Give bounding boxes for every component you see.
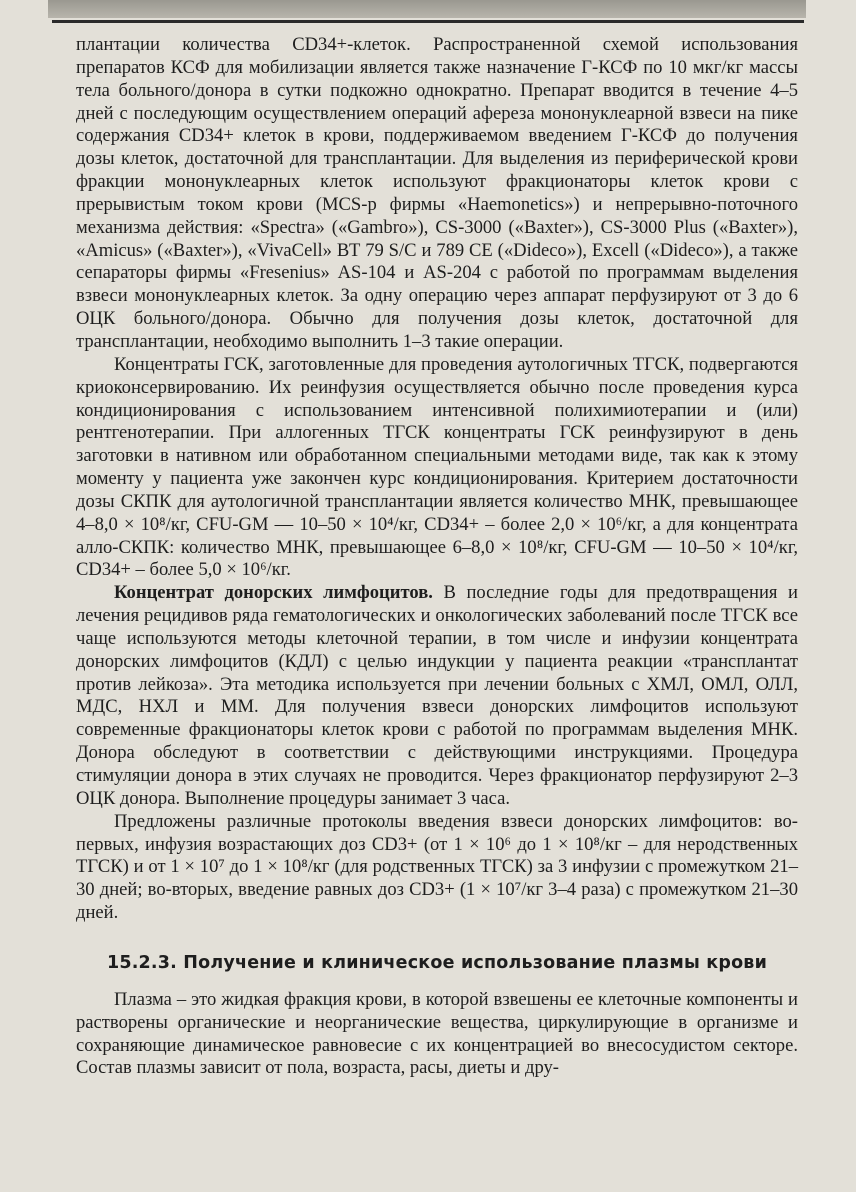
paragraph-gsk-mobilization: плантации количества CD34+-клеток. Распространенной схемой использования препаратов КСФ для мобилизации является также назначение Г-КСФ по 10 мкг/кг массы тела больного/донора в сутки подкожно однократно. Препарат вводится в течение 4–5 дней с последующим осуществлением операций афереза мононуклеарной взвеси на пике содержания CD34+ клеток в крови, поддерживаемом введением Г-КСФ до получения дозы клеток, достаточной для трансплантации. Для выделения из периферической крови фракции мононуклеарных клеток используют фракционаторы клеток крови с прерывистым током крови (MCS-р фирмы «Haemonetics») и непрерывно-поточного механизма действия: «Spectra» («Gambro»), CS-3000 («Baxter»), CS-3000 Plus («Baxter»), «Amicus» («Baxter»), «VivaCell» ВТ 79 S/C и 789 CE («Dideco»), Excell («Dideco»), а также сепараторы фирмы «Fresenius» AS-104 и AS-204 с работой по программам выделения взвеси мононуклеарных клеток. За одну операцию через аппарат перфузируют от 3 до 6 ОЦК больного/донора. Обычно для получения дозы клеток, достаточной для трансплантации, необходимо выполнить 1–3 такие операции. xyxy=(76,34,798,352)
paragraph-protocols: Предложены различные протоколы введения взвеси донорских лимфоцитов: во-первых, инфузия возрастающих доз CD3+ (от 1 × 10⁶ до 1 × 10⁸/кг – для неродственных ТГСК) и от 1 × 10⁷ до 1 × 10⁸/кг (для родственных ТГСК) за 3 инфузии с промежутком 21–30 дней; во-вторых, введение равных доз CD3+ (1 × 10⁷/кг 3–4 раза) с промежутком 21–30 дней. xyxy=(76,810,798,924)
paragraph-donor-lymphocytes xyxy=(76,582,798,810)
page-header-strip xyxy=(48,0,806,18)
section-heading: 15.2.3. Получение и клиническое использование плазмы крови xyxy=(106,952,768,973)
header-rule xyxy=(52,20,804,23)
paragraph-plasma: Плазма – это жидкая фракция крови, в которой взвешены ее клеточные компоненты и растворены органические и неорганические вещества, циркулирующие в организме и сохраняющие динамическое равновесие с их концентрацией во внесосудистом секторе. Состав плазмы зависит от пола, возраста, расы, диеты и дру- xyxy=(76,988,798,1079)
page-body xyxy=(76,34,798,1080)
paragraph-gsk-concentrates: Концентраты ГСК, заготовленные для проведения аутологичных ТГСК, подвергаются криоконсервированию. Их реинфузия осуществляется обычно после проведения курса кондиционирования с использованием интенсивной полихимиотерапии и (или) рентгенотерапии. При аллогенных ТГСК концентраты ГСК реинфузируют в день заготовки в нативном или обработанном специальными методами виде, так как к этому моменту у пациента уже закончен курс кондиционирования. Критерием достаточности дозы СКПК для аутологичной трансплантации является количество МНК, превышающее 4–8,0 × 10⁸/кг, CFU-GM — 10–50 × 10⁴/кг, CD34+ – более 2,0 × 10⁶/кг, а для концентрата алло-СКПК: количество МНК, превышающее 6–8,0 × 10⁸/кг, CFU-GM — 10–50 × 10⁴/кг, CD34+ – более 5,0 × 10⁶/кг. xyxy=(76,353,798,581)
paragraph-body: В последние годы для предотвращения и лечения рецидивов ряда гематологических и онкологических заболеваний после ТГСК все чаще используются методы клеточной терапии, в том числе и инфузии концентрата донорских лимфоцитов (КДЛ) с целью индукции у пациента реакции «трансплантат против лейкоза». Эта методика используется при лечении больных с ХМЛ, ОМЛ, ОЛЛ, МДС, НХЛ и ММ. Для получения взвеси донорских лимфоцитов используют современные фракционаторы клеток крови с работой по программам выделения МНК. Донора обследуют в соответствии с действующими инструкциями. Процедура стимуляции донора в этих случаях не проводится. Через фракционатор перфузируют 2–3 ОЦК донора. Выполнение процедуры занимает 3 часа. xyxy=(76,582,798,809)
paragraph-lead-heading: Концентрат донорских лимфоцитов. xyxy=(114,582,433,604)
